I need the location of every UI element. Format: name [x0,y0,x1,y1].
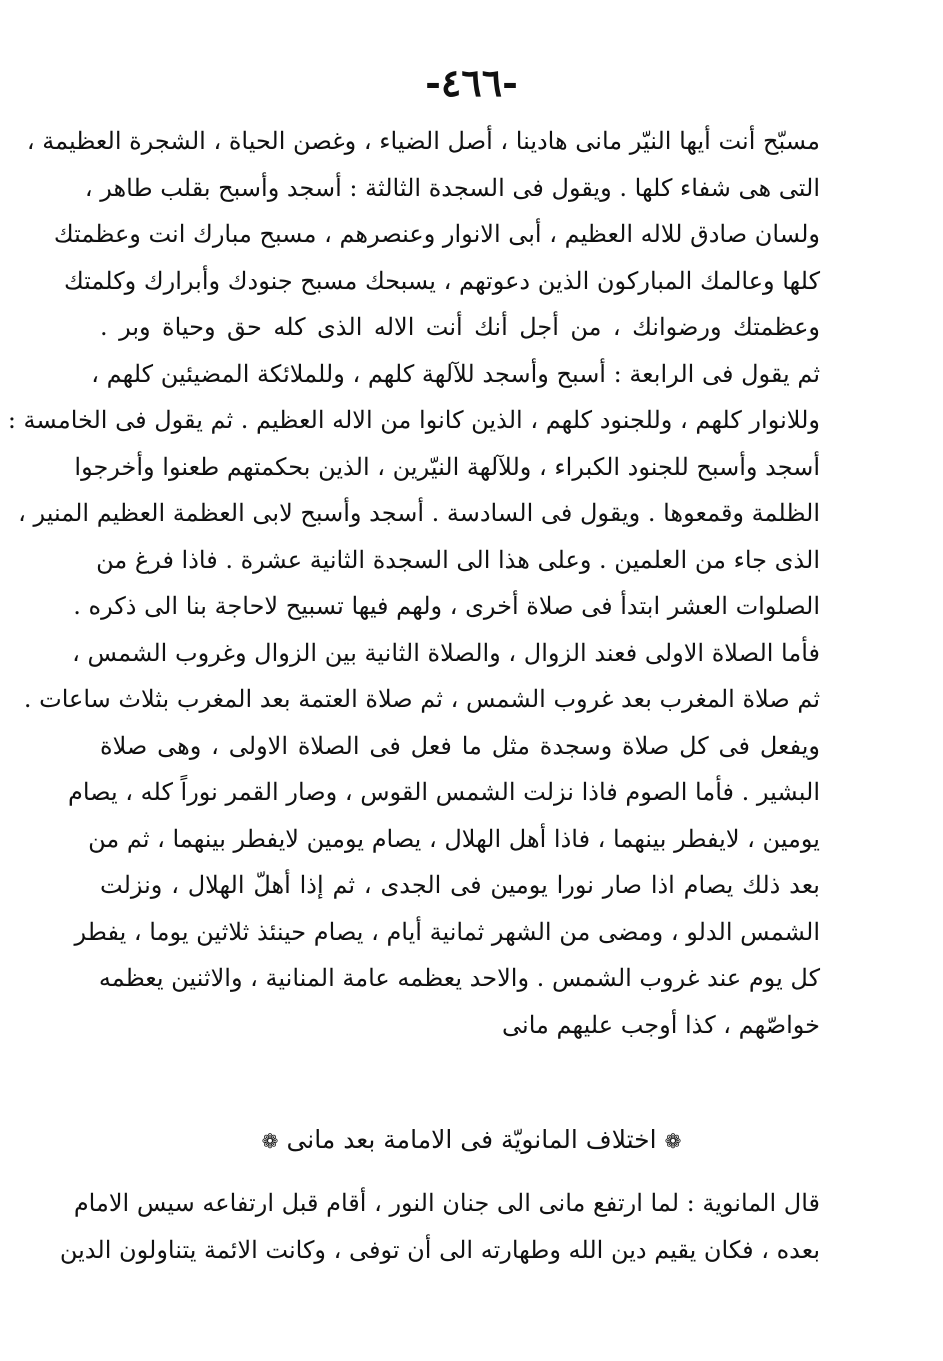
text-line: قال المانوية : لما ارتفع مانى الى جنان النور ، أقام قبل ارتفاعه سيس الامام [73,1189,820,1217]
text-line: أسجد وأسبح للجنود الكبراء ، وللآلهة النيّرين ، الذين بحكمتهم طعنوا وأخرجوا [74,452,820,481]
text-line: ويفعل فى كل صلاة وسجدة مثل ما فعل فى الصلاة الاولى ، وهى صلاة [100,731,820,760]
second-paragraph [59,1180,820,1273]
text-line: الشمس الدلو ، ومضى من الشهر ثمانية أيام ، يصام حينئذ ثلاثين يوما ، يفطر [74,917,820,946]
text-line: كلها وعالمك المباركون الذين دعوتهم ، يسبحك مسبح جنودك وأبرارك وكلمتك [63,266,820,295]
text-line: ثم يقول فى الرابعة : أسبح وأسجد للآلهة كلهم ، وللملائكة المضيئين كلهم ، [91,359,820,388]
text-line: البشير . فأما الصوم فاذا نزلت الشمس القوس ، وصار القمر نوراً كله ، يصام [67,778,820,806]
section-heading-text: اختلاف المانويّة فى الامامة بعد مانى [286,1125,657,1154]
text-line: الظلمة وقمعوها . ويقول فى السادسة . أسجد وأسبح لابى العظمة العظيم المنير ، [18,499,820,527]
text-line: يومين ، لايفطر بينهما ، فاذا أهل الهلال ، يصام يومين لايفطر بينهما ، ثم من [88,824,820,853]
text-line: وللانوار كلهم ، وللجنود كلهم ، الذين كانوا من الاله العظيم . ثم يقول فى الخامسة : [7,406,820,434]
text-line: فأما الصلاة الاولى فعند الزوال ، والصلاة الثانية بين الزوال وغروب الشمس ، [72,638,820,667]
text-line: بعد ذلك يصام اذا صار نورا يومين فى الجدى ، ثم إذا أهلّ الهلال ، ونزلت [100,871,820,899]
text-line: بعده ، فكان يقيم دين الله وطهارته الى أن توفى ، وكانت الائمة يتناولون الدين [59,1235,820,1264]
text-line: ثم صلاة المغرب بعد غروب الشمس ، ثم صلاة العتمة بعد المغرب بثلاث ساعات . [23,685,820,713]
text-line: خواصّهم ، كذا أوجب عليهم مانى [502,1010,820,1039]
text-line: وعظمتك ورضوانك ، من أجل أنك أنت الاله الذى كله حق وحياة وبر . [100,313,820,341]
text-line: الصلوات العشر ابتدأ فى صلاة أخرى ، ولهم فيها تسبيح لاحاجة بنا الى ذكره . [73,592,820,620]
text-line: ولسان صادق للاله العظيم ، أبى الانوار وعنصرهم ، مسبح مبارك انت وعظمتك [53,220,820,248]
text-line: الذى جاء من العلمين . وعلى هذا الى السجدة الثانية عشرة . فاذا فرغ من [96,545,820,574]
main-paragraph [7,118,820,1048]
page-number: -٤٦٦- [425,60,518,105]
text-line: كل يوم عند غروب الشمس . والاحد يعظمه عامة المنانية ، والاثنين يعظمه [98,964,820,992]
ornament-icon: ❁ [261,1129,279,1153]
ornament-icon: ❁ [664,1129,682,1153]
text-line: مسبّح أنت أيها النيّر مانى هادينا ، أصل الضياء ، وغصن الحياة ، الشجرة العظيمة ، [26,127,820,155]
section-heading [0,1115,943,1166]
text-line: التى هى شفاء كلها . ويقول فى السجدة الثالثة : أسجد وأسبح بقلب طاهر ، [84,173,820,202]
